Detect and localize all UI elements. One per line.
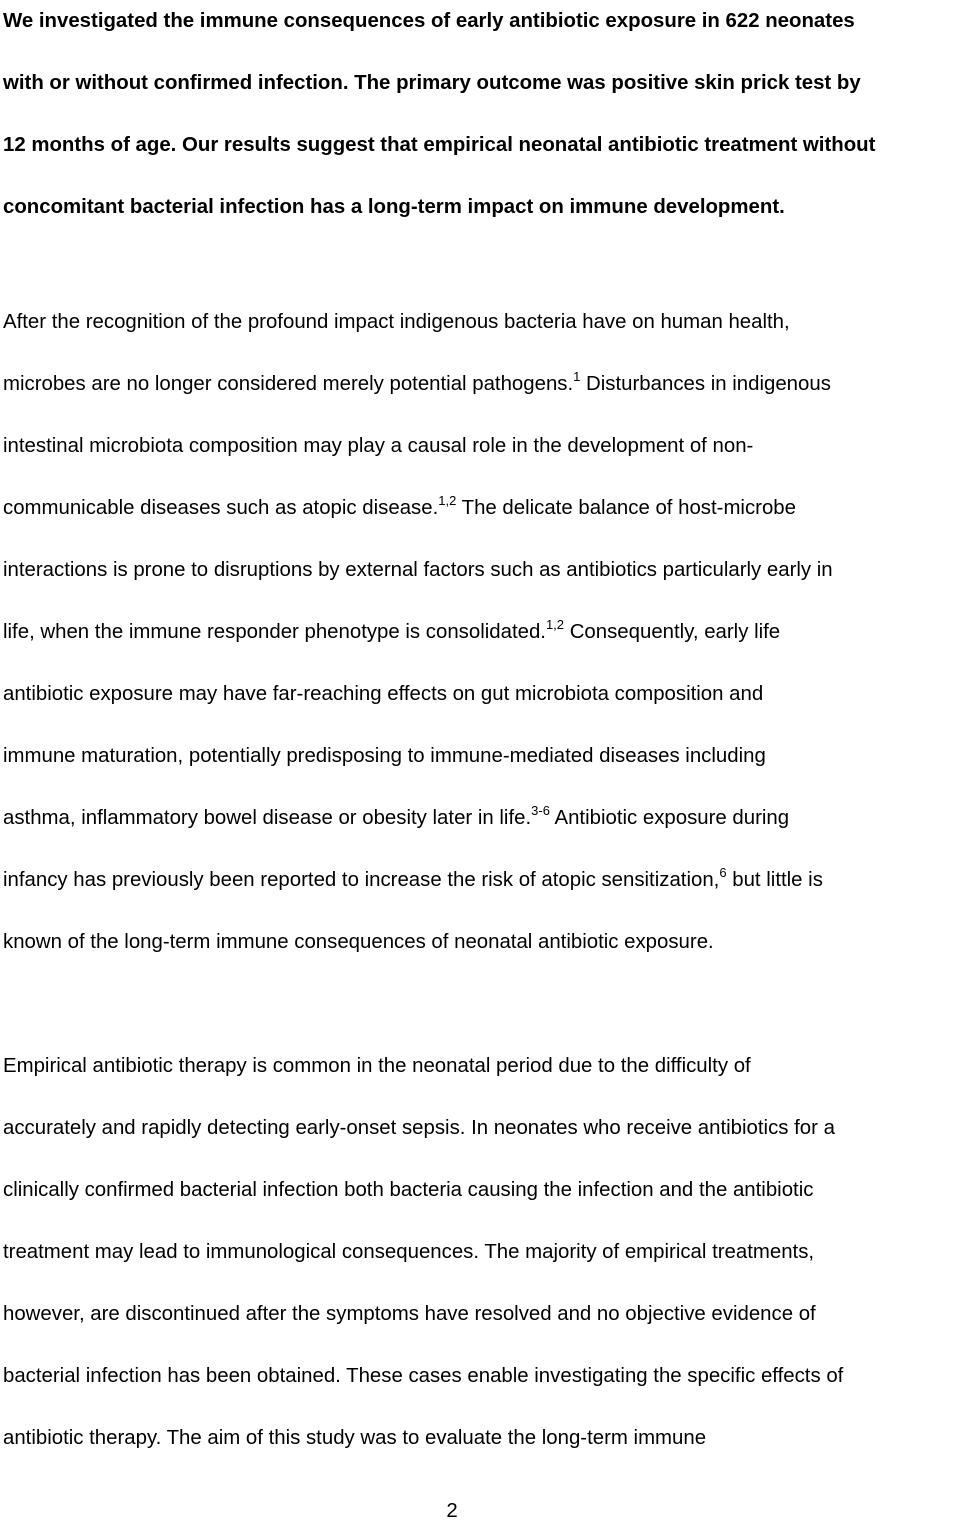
paragraph-line: treatment may lead to immunological consequences. The majority of empirical treatments,	[3, 1241, 815, 1263]
citation-superscript: 1	[573, 369, 581, 384]
citation-superscript: 1,2	[545, 617, 565, 632]
paragraph-line: communicable diseases such as atopic disease.$^{1,2}$ The delicate balance of host-microbe	[3, 493, 796, 519]
paragraph-line: life, when the immune responder phenotype is consolidated.$^{1,2}$ Consequently, early life	[3, 617, 781, 643]
citation-superscript: 1,2	[438, 493, 457, 508]
paragraph-line: immune maturation, potentially predisposing to immune-mediated diseases including	[3, 745, 766, 767]
abstract-line: 12 months of age. Our results suggest that empirical neonatal antibiotic treatment without	[3, 134, 876, 156]
paragraph-line: clinically confirmed bacterial infection both bacteria causing the infection and the antibiotic	[3, 1179, 814, 1201]
paragraph-line: Empirical antibiotic therapy is common in the neonatal period due to the difficulty of	[3, 1055, 751, 1077]
abstract-line: We investigated the immune consequences of early antibiotic exposure in 622 neonates	[3, 10, 855, 32]
paragraph-line: interactions is prone to disruptions by external factors such as antibiotics particularly early in	[3, 559, 833, 581]
page-number: 2	[446, 1500, 458, 1522]
paragraph-line: microbes are no longer considered merely potential pathogens.$^1$ Disturbances in indigenous	[3, 369, 831, 395]
abstract-line: with or without confirmed infection. The primary outcome was positive skin prick test by	[3, 72, 861, 94]
abstract-summary	[3, 0, 960, 238]
paragraph-line: infancy has previously been reported to increase the risk of atopic sensitization,$^6$ but little is	[3, 865, 823, 891]
citation-superscript: 3-6	[531, 803, 550, 818]
paragraph-line: After the recognition of the profound impact indigenous bacteria have on human health,	[3, 311, 790, 333]
paragraph-empirical-therapy	[3, 1035, 960, 1469]
paragraph-line: bacterial infection has been obtained. These cases enable investigating the specific effects of	[3, 1365, 844, 1387]
paragraph-line: known of the long-term immune consequences of neonatal antibiotic exposure.	[3, 931, 714, 953]
abstract-line: concomitant bacterial infection has a long-term impact on immune development.	[3, 196, 785, 218]
paragraph-line: antibiotic therapy. The aim of this study was to evaluate the long-term immune	[3, 1427, 707, 1449]
paragraph-line: accurately and rapidly detecting early-onset sepsis. In neonates who receive antibiotics for a	[3, 1117, 835, 1139]
paragraph-line: intestinal microbiota composition may play a causal role in the development of non-	[3, 435, 754, 457]
citation-superscript: 6	[719, 865, 727, 880]
paragraph-line: however, are discontinued after the symptoms have resolved and no objective evidence of	[3, 1303, 816, 1325]
paragraph-introduction	[3, 291, 960, 973]
paragraph-line: antibiotic exposure may have far-reaching effects on gut microbiota composition and	[3, 683, 764, 705]
paragraph-line: asthma, inflammatory bowel disease or obesity later in life.$^{3-6}$ Antibiotic exposure during	[3, 803, 790, 829]
